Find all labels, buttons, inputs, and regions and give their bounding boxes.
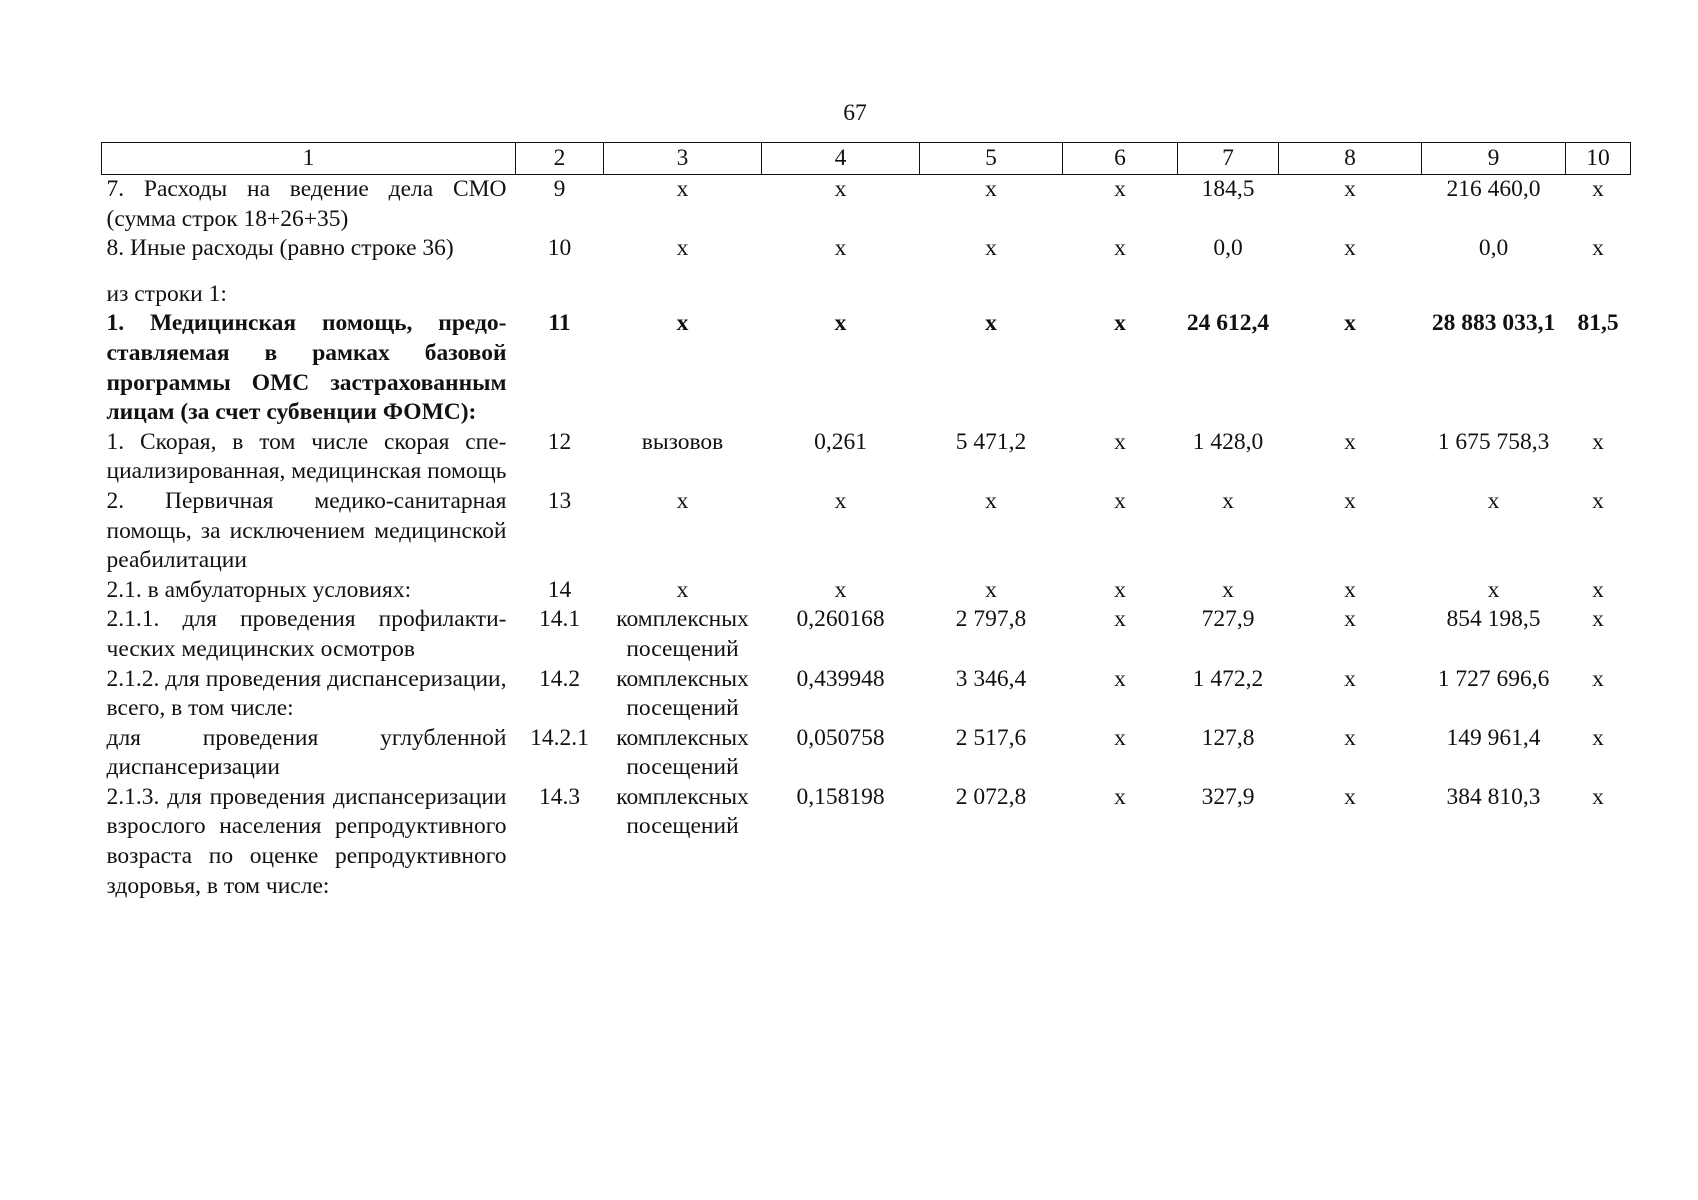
row-col4: 0,260168 <box>796 606 885 633</box>
row-col8: х <box>1344 310 1356 337</box>
row-col4: х <box>834 310 847 337</box>
row-unit: комплексных посещений <box>616 724 749 781</box>
row-name: 1. Медицинская помощь, предоставляемая в рамках базовой программы ОМС застрахованным лицам (за счет субвенции ФОМС): <box>106 310 507 426</box>
row-col7: 1 428,0 <box>1192 428 1264 455</box>
row-name: 8. Иные расходы (равно строке 36) <box>106 235 454 262</box>
row-col4: 0,261 <box>814 428 867 455</box>
row-col7: 127,8 <box>1201 724 1255 751</box>
table-subheading: из строки 1: <box>106 280 227 307</box>
row-col4: 0,158198 <box>796 783 885 810</box>
row-col5: х <box>985 487 997 514</box>
row-col7: 24 612,4 <box>1186 310 1270 337</box>
row-col4: х <box>834 235 847 262</box>
col-header-2: 2 <box>516 143 604 175</box>
row-col9: 384 810,3 <box>1446 783 1541 810</box>
row-col10: х <box>1592 606 1604 633</box>
row-col8: х <box>1344 606 1356 633</box>
row-line-number: 14 <box>547 576 572 603</box>
row-col6: х <box>1114 487 1126 514</box>
row-col7: 0,0 <box>1213 235 1243 262</box>
table-row <box>102 487 1631 576</box>
row-col8: х <box>1344 576 1356 603</box>
row-unit: х <box>676 576 689 603</box>
row-col7: х <box>1222 487 1234 514</box>
row-col10: х <box>1592 783 1604 810</box>
row-col6: х <box>1114 176 1126 202</box>
col-header-10: 10 <box>1566 143 1631 175</box>
row-line-number: 11 <box>548 310 571 337</box>
row-col5: х <box>985 576 997 603</box>
row-line-number: 14.2.1 <box>530 724 589 751</box>
row-line-number: 12 <box>547 428 572 455</box>
table-row <box>102 309 1631 427</box>
row-line-number: 13 <box>547 487 572 514</box>
row-col6: х <box>1114 783 1126 810</box>
row-col9: 854 198,5 <box>1446 606 1541 633</box>
row-col9: 1 675 758,3 <box>1437 428 1550 455</box>
row-unit: комплексных посещений <box>616 783 749 840</box>
row-col8: х <box>1344 176 1356 202</box>
row-col5: х <box>985 310 997 337</box>
row-col8: х <box>1344 487 1356 514</box>
col-header-8: 8 <box>1279 143 1422 175</box>
row-col6: х <box>1114 310 1126 337</box>
row-unit: х <box>676 176 689 202</box>
row-unit: вызовов <box>641 428 724 455</box>
row-col5: 3 346,4 <box>955 665 1027 692</box>
row-unit: комплексных посещений <box>616 665 749 722</box>
table-row <box>102 576 1631 606</box>
row-col10: х <box>1592 176 1604 202</box>
row-name: 2.1.2. для проведения диспансеризации, всего, в том числе: <box>106 665 507 722</box>
row-unit: комплексных посещений <box>616 606 749 662</box>
row-line-number: 14.3 <box>538 783 581 810</box>
table-row <box>102 605 1631 664</box>
col-header-5: 5 <box>920 143 1063 175</box>
row-col8: х <box>1344 724 1356 751</box>
row-col7: х <box>1222 576 1234 603</box>
row-col4: х <box>834 176 847 202</box>
row-col8: х <box>1344 428 1356 455</box>
row-col6: х <box>1114 665 1126 692</box>
row-col10: х <box>1592 487 1604 514</box>
row-col10: х <box>1592 665 1604 692</box>
row-line-number: 10 <box>547 235 572 262</box>
row-col9: 149 961,4 <box>1446 724 1541 751</box>
row-col7: 727,9 <box>1201 606 1255 633</box>
row-unit: х <box>676 487 689 514</box>
expenditure-table <box>101 142 1631 901</box>
row-col7: 327,9 <box>1201 783 1255 810</box>
row-col9: 1 727 696,6 <box>1437 665 1550 692</box>
col-header-4: 4 <box>762 143 920 175</box>
row-line-number: 9 <box>553 176 566 202</box>
row-col8: х <box>1344 783 1356 810</box>
row-col6: х <box>1114 235 1126 262</box>
row-col6: х <box>1114 428 1126 455</box>
row-col9: 216 460,0 <box>1446 176 1541 202</box>
table-row <box>102 665 1631 724</box>
row-col4: х <box>834 576 847 603</box>
row-unit: х <box>676 235 689 262</box>
col-header-9: 9 <box>1422 143 1566 175</box>
row-name: 2.1. в амбулаторных условиях: <box>106 576 412 603</box>
row-col9: х <box>1487 487 1500 514</box>
row-name: 1. Скорая, в том числе скорая специализированная, медицинская помощь <box>106 428 507 485</box>
table-row <box>102 428 1631 487</box>
row-col10: х <box>1592 724 1604 751</box>
table-row <box>102 175 1631 235</box>
row-col4: 0,439948 <box>796 665 885 692</box>
row-col5: х <box>985 235 997 262</box>
row-col6: х <box>1114 576 1126 603</box>
row-unit: х <box>676 310 689 337</box>
row-col10: х <box>1592 428 1604 455</box>
row-col6: х <box>1114 724 1126 751</box>
column-number-header <box>102 143 1631 175</box>
row-col5: 2 797,8 <box>955 606 1027 633</box>
table-row <box>102 234 1631 264</box>
row-line-number: 14.1 <box>538 606 581 633</box>
row-col5: 5 471,2 <box>955 428 1027 455</box>
row-col8: х <box>1344 665 1356 692</box>
row-col10: х <box>1592 235 1604 262</box>
row-col8: х <box>1344 235 1356 262</box>
row-col5: 2 072,8 <box>955 783 1027 810</box>
row-name: 7. Расходы на ведение дела СМО (сумма строк 18+26+35) <box>106 176 507 232</box>
row-col4: х <box>834 487 847 514</box>
row-col7: 184,5 <box>1201 176 1255 202</box>
row-col9: 0,0 <box>1478 235 1509 262</box>
row-line-number: 14.2 <box>538 665 581 692</box>
page-number: 67 <box>843 100 867 126</box>
col-header-1: 1 <box>102 143 516 175</box>
col-header-6: 6 <box>1063 143 1178 175</box>
row-name: для проведения углубленной диспансеризации <box>106 724 507 781</box>
col-header-7: 7 <box>1178 143 1279 175</box>
row-col6: х <box>1114 606 1126 633</box>
table-row <box>102 724 1631 783</box>
row-col10: 81,5 <box>1577 310 1619 337</box>
table-row <box>102 783 1631 901</box>
row-name: 2.1.1. для проведения профилактических медицинских осмотров <box>106 606 507 662</box>
row-col9: х <box>1487 576 1500 603</box>
row-col4: 0,050758 <box>796 724 885 751</box>
col-header-3: 3 <box>604 143 762 175</box>
table-subheading-row <box>102 264 1631 310</box>
row-col9: 28 883 033,1 <box>1431 310 1556 337</box>
row-col7: 1 472,2 <box>1192 665 1264 692</box>
row-col10: х <box>1592 576 1604 603</box>
row-col5: х <box>985 176 997 202</box>
row-col5: 2 517,6 <box>955 724 1027 751</box>
row-name: 2.1.3. для проведения диспансеризации взрослого населения репродуктивного возраста по оценке репродуктивного здоровья, в том числе: <box>106 783 507 899</box>
row-name: 2. Первичная медико-санитарная помощь, за исключением медицинской реабилитации <box>106 487 507 574</box>
